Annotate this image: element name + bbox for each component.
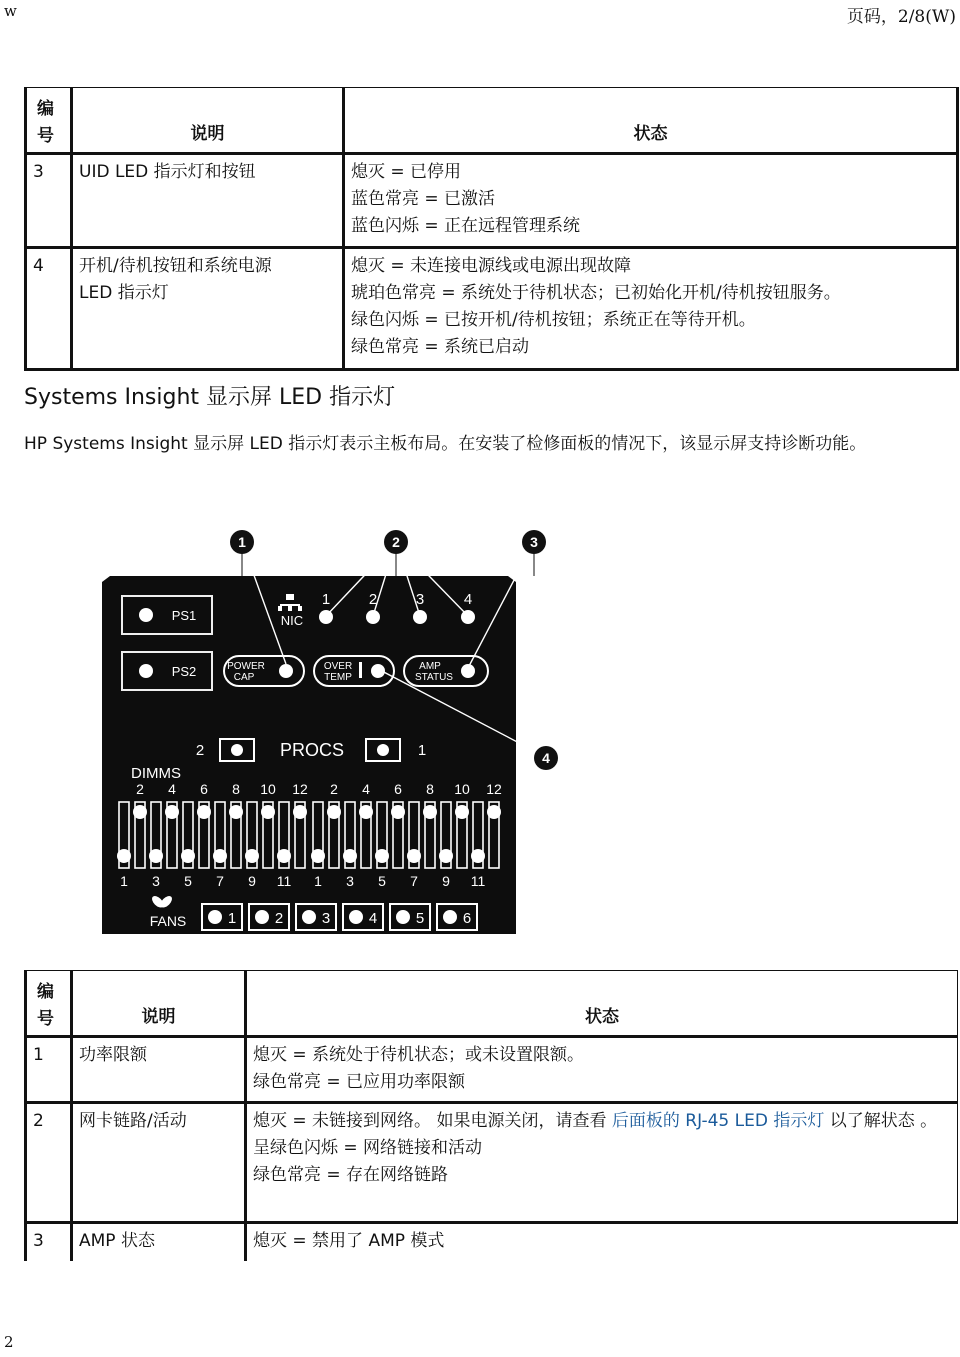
dimm-number-label: 7 [410,873,418,889]
row-number: 3 [26,1223,72,1261]
dimm-number-label: 11 [276,873,292,889]
dimm-number-label: 12 [486,781,502,797]
fans-label: FANS [149,913,187,929]
svg-text:AMP: AMP [419,661,441,672]
svg-text:POWER: POWER [227,661,265,672]
dimm-number-label: 1 [314,873,322,889]
dimm-number-label: 10 [454,781,470,797]
header-left-mark: w [4,2,17,20]
row-number: 3 [26,154,72,248]
led-table-insight [24,970,958,1261]
callout-1 [230,530,254,554]
svg-text:PS2: PS2 [171,664,197,679]
dimm-number-label: 7 [216,873,224,889]
page-indicator: 页码，2/8(W) [846,7,956,27]
row-number: 2 [26,1103,72,1223]
dimm-number-label: 1 [120,873,128,889]
page-number: 2 [4,1333,14,1351]
table-row [26,248,958,370]
svg-text:1: 1 [321,591,331,608]
svg-text:4: 4 [542,750,550,766]
svg-text:STATUS: STATUS [415,672,453,683]
row-states: 熄灭 = 未链接到网络。 如果电源关闭，请查看 后面板的 RJ-45 LED 指示灯 以了解状态 。 呈绿色闪烁 = 网络链接和活动 绿色常亮 = 存在网络链路 [246,1103,958,1223]
table-row [26,154,958,248]
row-number: 1 [26,1037,72,1103]
dimm-number-label: 11 [470,873,486,889]
dimm-number-label: 12 [292,781,308,797]
svg-text:CAP: CAP [233,672,255,683]
dimm-number-label: 9 [248,873,256,889]
row-description: AMP 状态 [72,1223,246,1261]
row-description: UID LED 指示灯和按钮 [72,154,344,248]
callout-4 [534,746,558,770]
svg-text:3: 3 [530,534,538,550]
svg-text:2: 2 [392,534,400,550]
row-description: 开机/待机按钮和系统电源 LED 指示灯 [72,248,344,370]
callout-2 [384,530,408,554]
table-row [26,1103,958,1223]
svg-text:6: 6 [462,910,472,927]
dimm-number-label: 8 [232,781,240,797]
section-description: HP Systems Insight 显示屏 LED 指示灯表示主板布局。在安装了检修面板的情况下，该显示屏支持诊断功能。 [24,434,867,454]
col-header-number: 编 号 [26,88,72,154]
row-states: 熄灭 = 系统处于待机状态；或未设置限额。 绿色常亮 = 已应用功率限额 [246,1037,958,1103]
row-number: 4 [26,248,72,370]
svg-text:1: 1 [227,910,237,927]
svg-text:3: 3 [321,910,331,927]
callout-3 [522,530,546,554]
procs-label: PROCS [279,740,345,760]
table-row [26,1223,958,1261]
col-header-state: 状态 [344,88,958,154]
dimm-number-label: 2 [330,781,338,797]
col-header-description: 说明 [72,971,246,1037]
led-table-front [24,87,959,371]
table-header-row [26,88,958,154]
col-header-state: 状态 [246,971,958,1037]
section-title: Systems Insight 显示屏 LED 指示灯 [24,385,396,410]
svg-text:4: 4 [463,591,473,608]
systems-insight-display-diagram [96,524,566,944]
col-header-description: 说明 [72,88,344,154]
dimm-number-label: 5 [184,873,192,889]
proc-2-label: 2 [195,742,205,759]
nic-label: NIC [280,613,304,628]
svg-text:4: 4 [368,910,378,927]
dimm-number-label: 3 [152,873,160,889]
dimm-number-label: 4 [168,781,176,797]
row-states: 熄灭 = 已停用 蓝色常亮 = 已激活 蓝色闪烁 = 正在远程管理系统 [344,154,958,248]
row-description: 功率限额 [72,1037,246,1103]
row-states: 熄灭 = 禁用了 AMP 模式 [246,1223,958,1261]
row-states: 熄灭 = 未连接电源线或电源出现故障 琥珀色常亮 = 系统处于待机状态；已初始化开机/待机按钮服务。 绿色闪烁 = 已按开机/待机按钮；系统正在等待开机。 绿色常亮 = 系统已启动 [344,248,958,370]
dimm-number-label: 6 [200,781,208,797]
dimm-number-label: 9 [442,873,450,889]
svg-text:PS1: PS1 [171,608,197,623]
svg-text:2: 2 [368,591,378,608]
row-description: 网卡链路/活动 [72,1103,246,1223]
dimm-number-label: 8 [426,781,434,797]
table-header-row [26,971,958,1037]
svg-text:2: 2 [274,910,284,927]
proc-1-label: 1 [417,742,427,759]
dimms-label: DIMMS [131,765,181,782]
svg-text:1: 1 [238,534,246,550]
dimm-number-label: 5 [378,873,386,889]
col-header-number: 编 号 [26,971,72,1037]
dimm-number-label: 10 [260,781,276,797]
dimm-number-label: 4 [362,781,370,797]
dimm-number-label: 2 [136,781,144,797]
dimm-number-label: 3 [346,873,354,889]
rj45-led-link[interactable]: 后面板的 RJ-45 LED 指示灯 [611,1111,825,1131]
svg-text:3: 3 [415,591,425,608]
svg-text:OVER: OVER [323,661,353,672]
svg-text:5: 5 [415,910,425,927]
dimm-number-label: 6 [394,781,402,797]
svg-text:TEMP: TEMP [324,672,352,683]
table-row [26,1037,958,1103]
